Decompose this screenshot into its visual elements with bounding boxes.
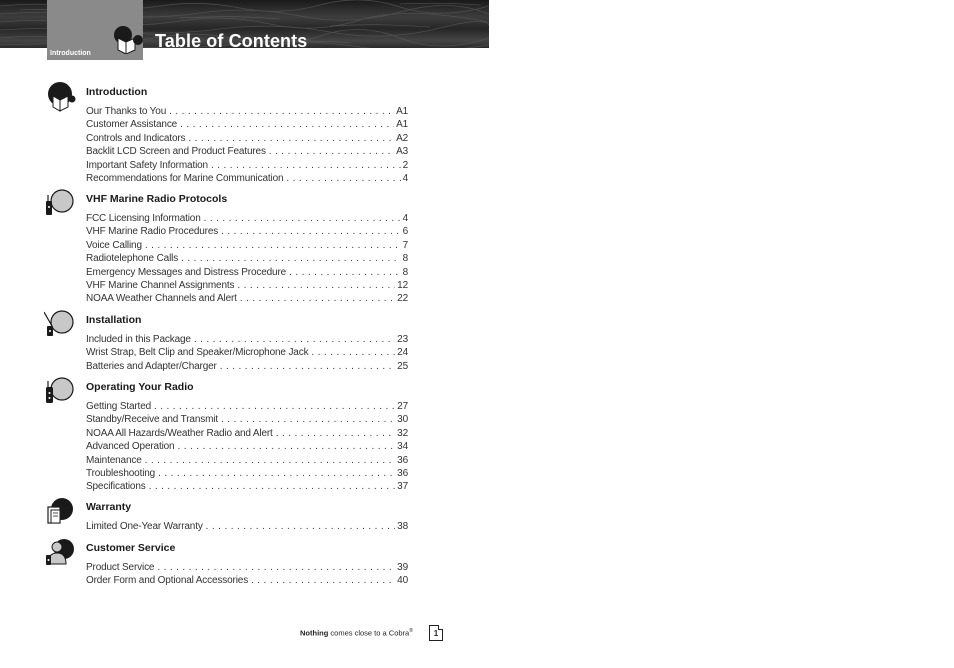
section-heading: Operating Your Radio — [86, 381, 194, 393]
toc-section-warranty — [86, 501, 408, 533]
toc-entry[interactable]: Maintenance . . . 36 — [86, 454, 408, 467]
toc-entry[interactable]: Troubleshooting . . . 36 — [86, 467, 408, 480]
toc-section-operating — [86, 381, 408, 494]
section-heading: Warranty — [86, 501, 132, 513]
book-reader-icon — [110, 24, 144, 54]
toc-entry[interactable]: Backlit LCD Screen and Product Features . . . A3 — [86, 145, 408, 158]
toc-section-vhf-protocols — [86, 193, 408, 306]
toc-entry[interactable]: Batteries and Adapter/Charger . . . 25 — [86, 360, 408, 373]
toc-entry[interactable]: Included in this Package . . . 23 — [86, 333, 408, 346]
toc-entry[interactable]: NOAA Weather Channels and Alert . . . 22 — [86, 292, 408, 305]
toc-section-customer-service — [86, 542, 408, 588]
toc-entry[interactable]: Limited One-Year Warranty . . . 38 — [86, 520, 408, 533]
toc-entry[interactable]: Product Service . . . 39 — [86, 561, 408, 574]
footer-brand: Nothing — [300, 628, 329, 638]
toc-entry[interactable]: Specifications . . . 37 — [86, 480, 408, 493]
section-tab-label: Introduction — [50, 50, 91, 57]
page-number: 1 — [429, 625, 443, 641]
section-heading: Introduction — [86, 86, 148, 98]
toc-entry[interactable]: Controls and Indicators . . . A2 — [86, 132, 408, 145]
customer-service-icon — [44, 536, 76, 568]
toc-entry[interactable]: Order Form and Optional Accessories . . . 40 — [86, 574, 408, 587]
section-heading: Customer Service — [86, 542, 176, 554]
toc-entry[interactable]: Customer Assistance . . . A1 — [86, 118, 408, 131]
toc-entry[interactable]: Getting Started . . . 27 — [86, 400, 408, 413]
section-heading: VHF Marine Radio Protocols — [86, 193, 228, 205]
radio-icon — [44, 187, 76, 219]
toc-entry[interactable]: VHF Marine Channel Assignments . . . 12 — [86, 279, 408, 292]
book-reader-icon — [44, 80, 76, 112]
toc-entry[interactable]: Standby/Receive and Transmit . . . 30 — [86, 413, 408, 426]
toc-entry[interactable]: VHF Marine Radio Procedures . . . 6 — [86, 225, 408, 238]
warranty-document-icon — [44, 495, 76, 527]
toc-entry[interactable]: FCC Licensing Information . . . 4 — [86, 212, 408, 225]
section-heading: Installation — [86, 314, 142, 326]
antenna-radio-icon — [44, 308, 76, 340]
toc-entry[interactable]: NOAA All Hazards/Weather Radio and Alert . . . 32 — [86, 427, 408, 440]
footer-tagline — [300, 628, 413, 638]
toc-entry[interactable]: Emergency Messages and Distress Procedure . . . 8 — [86, 266, 408, 279]
handheld-radio-icon — [44, 375, 76, 407]
toc-entry[interactable]: Radiotelephone Calls . . . 8 — [86, 252, 408, 265]
toc-section-introduction — [86, 86, 408, 185]
toc-entry[interactable]: Advanced Operation . . . 34 — [86, 440, 408, 453]
toc-entry[interactable]: Our Thanks to You . . . A1 — [86, 105, 408, 118]
footer-tagline-text: comes close to a Cobra — [328, 628, 410, 638]
registered-mark: ® — [409, 628, 413, 634]
page-title: Table of Contents — [155, 31, 308, 51]
toc-section-installation — [86, 314, 408, 373]
toc-entry[interactable]: Wrist Strap, Belt Clip and Speaker/Microphone Jack . . . 24 — [86, 346, 408, 359]
toc-entry[interactable]: Important Safety Information . . . 2 — [86, 159, 408, 172]
toc-entry[interactable]: Recommendations for Marine Communication . . . 4 — [86, 172, 408, 185]
toc-entry[interactable]: Voice Calling . . . 7 — [86, 239, 408, 252]
